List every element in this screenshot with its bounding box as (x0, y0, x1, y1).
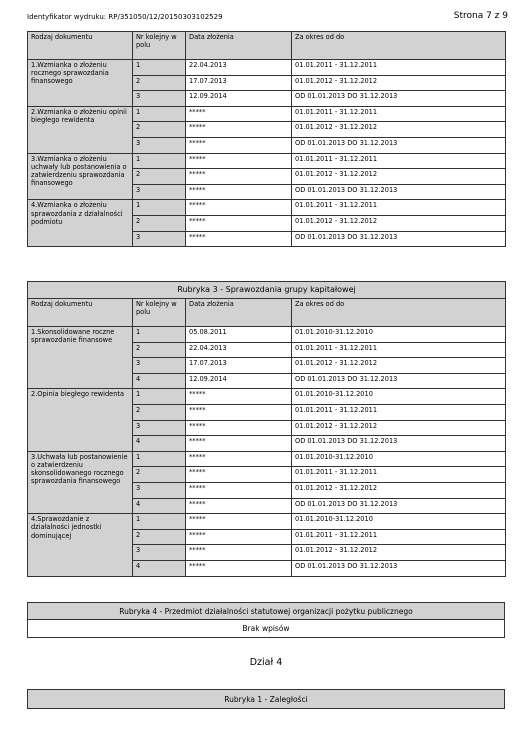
period: OD 01.01.2013 DO 31.12.2013 (292, 560, 506, 576)
period: 01.01.2012 - 31.12.2012 (292, 122, 506, 138)
document-type: 4.Wzmianka o złożeniu sprawozdania z działalności podmiotu (28, 200, 133, 247)
document-type: 3.Uchwała lub postanowienie o zatwierdzeniu skonsolidowanego rocznego sprawozdania finansowego (28, 451, 133, 513)
sequence-number: 4 (133, 436, 186, 452)
table-row (28, 514, 506, 530)
column-header: Data złożenia (186, 299, 292, 327)
document-type: 2.Wzmianka o złożeniu opinii biegłego rewidenta (28, 106, 133, 153)
period: 01.01.2010-31.12.2010 (292, 327, 506, 343)
group-statements-table (27, 281, 506, 577)
submission-date: ***** (186, 420, 292, 436)
table-row (28, 60, 506, 76)
submission-date: ***** (186, 215, 292, 231)
submission-date: 17.07.2013 (186, 75, 292, 91)
submission-date: ***** (186, 498, 292, 514)
rubryka-3-title: Rubryka 3 - Sprawozdania grupy kapitałowej (28, 282, 506, 299)
period: 01.01.2012 - 31.12.2012 (292, 545, 506, 561)
document-type: 4.Sprawozdanie z działalności jednostki dominującej (28, 514, 133, 576)
period: OD 01.01.2013 DO 31.12.2013 (292, 373, 506, 389)
rubryka-4-body: Brak wpisów (27, 620, 505, 638)
submission-date: ***** (186, 106, 292, 122)
submission-date: 17.07.2013 (186, 358, 292, 374)
submission-date: ***** (186, 184, 292, 200)
table-row (28, 389, 506, 405)
sequence-number: 4 (133, 560, 186, 576)
period: 01.01.2011 - 31.12.2011 (292, 342, 506, 358)
period: OD 01.01.2013 DO 31.12.2013 (292, 184, 506, 200)
sequence-number: 3 (133, 231, 186, 247)
period: 01.01.2011 - 31.12.2011 (292, 106, 506, 122)
sequence-number: 4 (133, 373, 186, 389)
submission-date: ***** (186, 200, 292, 216)
submission-date: ***** (186, 560, 292, 576)
sequence-number: 2 (133, 169, 186, 185)
rubryka-4-title: Rubryka 4 - Przedmiot działalności statutowej organizacji pożytku publicznego (27, 602, 505, 620)
column-header: Nr kolejny w polu (133, 299, 186, 327)
period: 01.01.2010-31.12.2010 (292, 514, 506, 530)
period: OD 01.01.2013 DO 31.12.2013 (292, 498, 506, 514)
sequence-number: 1 (133, 60, 186, 76)
column-header: Data złożenia (186, 32, 292, 60)
table-row (28, 451, 506, 467)
sequence-number: 2 (133, 75, 186, 91)
submission-date: 05.08.2011 (186, 327, 292, 343)
financial-statements-table (27, 31, 506, 247)
sequence-number: 4 (133, 498, 186, 514)
period: OD 01.01.2013 DO 31.12.2013 (292, 231, 506, 247)
submission-date: ***** (186, 122, 292, 138)
submission-date: ***** (186, 451, 292, 467)
period: 01.01.2012 - 31.12.2012 (292, 358, 506, 374)
submission-date: 22.04.2013 (186, 342, 292, 358)
page-number: Strona 7 z 9 (453, 11, 508, 21)
submission-date: ***** (186, 545, 292, 561)
submission-date: ***** (186, 153, 292, 169)
submission-date: ***** (186, 389, 292, 405)
table-row (28, 327, 506, 343)
sequence-number: 3 (133, 137, 186, 153)
sequence-number: 3 (133, 545, 186, 561)
period: 01.01.2011 - 31.12.2011 (292, 404, 506, 420)
submission-date: ***** (186, 404, 292, 420)
period: OD 01.01.2013 DO 31.12.2013 (292, 91, 506, 107)
sequence-number: 2 (133, 215, 186, 231)
sequence-number: 3 (133, 358, 186, 374)
sequence-number: 2 (133, 467, 186, 483)
sequence-number: 1 (133, 389, 186, 405)
column-header: Rodzaj dokumentu (28, 299, 133, 327)
document-type: 3.Wzmianka o złożeniu uchwały lub postanowienia o zatwierdzeniu sprawozdania finansowego (28, 153, 133, 200)
sequence-number: 2 (133, 404, 186, 420)
submission-date: ***** (186, 529, 292, 545)
submission-date: ***** (186, 231, 292, 247)
period: 01.01.2012 - 31.12.2012 (292, 75, 506, 91)
submission-date: ***** (186, 482, 292, 498)
period: 01.01.2011 - 31.12.2011 (292, 529, 506, 545)
sequence-number: 3 (133, 482, 186, 498)
table-row (28, 106, 506, 122)
sequence-number: 1 (133, 106, 186, 122)
submission-date: 12.09.2014 (186, 91, 292, 107)
column-header: Za okres od do (292, 32, 506, 60)
section-title: Dział 4 (249, 657, 283, 668)
column-header: Nr kolejny w polu (133, 32, 186, 60)
sequence-number: 3 (133, 420, 186, 436)
period: 01.01.2012 - 31.12.2012 (292, 420, 506, 436)
sequence-number: 1 (133, 200, 186, 216)
submission-date: 22.04.2013 (186, 60, 292, 76)
column-header: Rodzaj dokumentu (28, 32, 133, 60)
submission-date: ***** (186, 169, 292, 185)
sequence-number: 3 (133, 184, 186, 200)
period: 01.01.2011 - 31.12.2011 (292, 60, 506, 76)
period: 01.01.2011 - 31.12.2011 (292, 467, 506, 483)
period: 01.01.2012 - 31.12.2012 (292, 215, 506, 231)
sequence-number: 2 (133, 122, 186, 138)
sequence-number: 1 (133, 451, 186, 467)
period: OD 01.01.2013 DO 31.12.2013 (292, 137, 506, 153)
period: OD 01.01.2013 DO 31.12.2013 (292, 436, 506, 452)
submission-date: ***** (186, 514, 292, 530)
column-header: Za okres od do (292, 299, 506, 327)
document-type: 1.Skonsolidowane roczne sprawozdanie finansowe (28, 327, 133, 389)
period: 01.01.2012 - 31.12.2012 (292, 482, 506, 498)
submission-date: ***** (186, 137, 292, 153)
document-type: 1.Wzmianka o złożeniu rocznego sprawozdania finansowego (28, 60, 133, 107)
period: 01.01.2011 - 31.12.2011 (292, 200, 506, 216)
print-identifier: Identyfikator wydruku: RP/351050/12/20150303102529 (27, 13, 223, 21)
period: 01.01.2010-31.12.2010 (292, 451, 506, 467)
submission-date: ***** (186, 436, 292, 452)
sequence-number: 3 (133, 91, 186, 107)
sequence-number: 1 (133, 327, 186, 343)
submission-date: 12.09.2014 (186, 373, 292, 389)
table-row (28, 153, 506, 169)
rubryka-1-title: Rubryka 1 - Zaległości (27, 689, 505, 709)
sequence-number: 2 (133, 529, 186, 545)
period: 01.01.2012 - 31.12.2012 (292, 169, 506, 185)
sequence-number: 1 (133, 514, 186, 530)
sequence-number: 1 (133, 153, 186, 169)
sequence-number: 2 (133, 342, 186, 358)
table-row (28, 200, 506, 216)
period: 01.01.2010-31.12.2010 (292, 389, 506, 405)
document-type: 2.Opinia biegłego rewidenta (28, 389, 133, 451)
submission-date: ***** (186, 467, 292, 483)
period: 01.01.2011 - 31.12.2011 (292, 153, 506, 169)
